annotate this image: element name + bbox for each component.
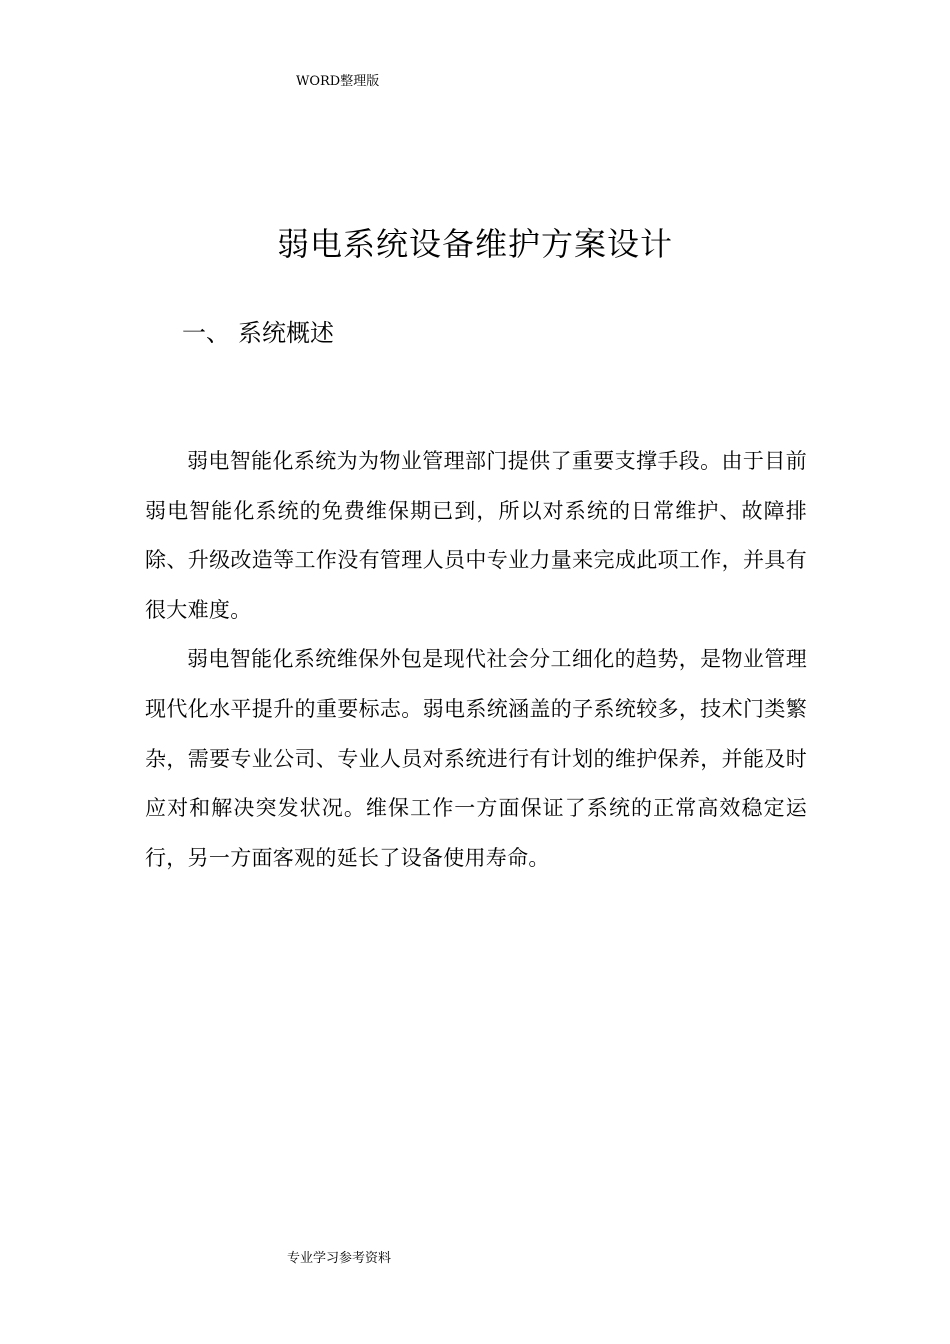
document-title: 弱电系统设备维护方案设计 [276,225,673,263]
section-heading [182,316,334,350]
footer-note: 专业学习参考资料 [287,1251,392,1266]
body-text [145,437,807,883]
section-number: 一、 [182,319,230,347]
paragraph-1: 弱电智能化系统为为物业管理部门提供了重要支撑手段。由于目前弱电智能化系统的免费维保期已到，所以对系统的日常维护、故障排除、升级改造等工作没有管理人员中专业力量来完成此项工作，并具有很大难度。 [145,449,807,622]
header-note: WORD整理版 [296,74,380,89]
paragraph-2: 弱电智能化系统维保外包是现代社会分工细化的趋势，是物业管理现代化水平提升的重要标志。弱电系统涵盖的子系统较多，技术门类繁杂，需要专业公司、专业人员对系统进行有计划的维护保养，并能及时应对和解决突发状况。维保工作一方面保证了系统的正常高效稳定运行，另一方面客观的延长了设备使用寿命。 [145,647,807,870]
section-heading-text: 系统概述 [238,319,334,347]
